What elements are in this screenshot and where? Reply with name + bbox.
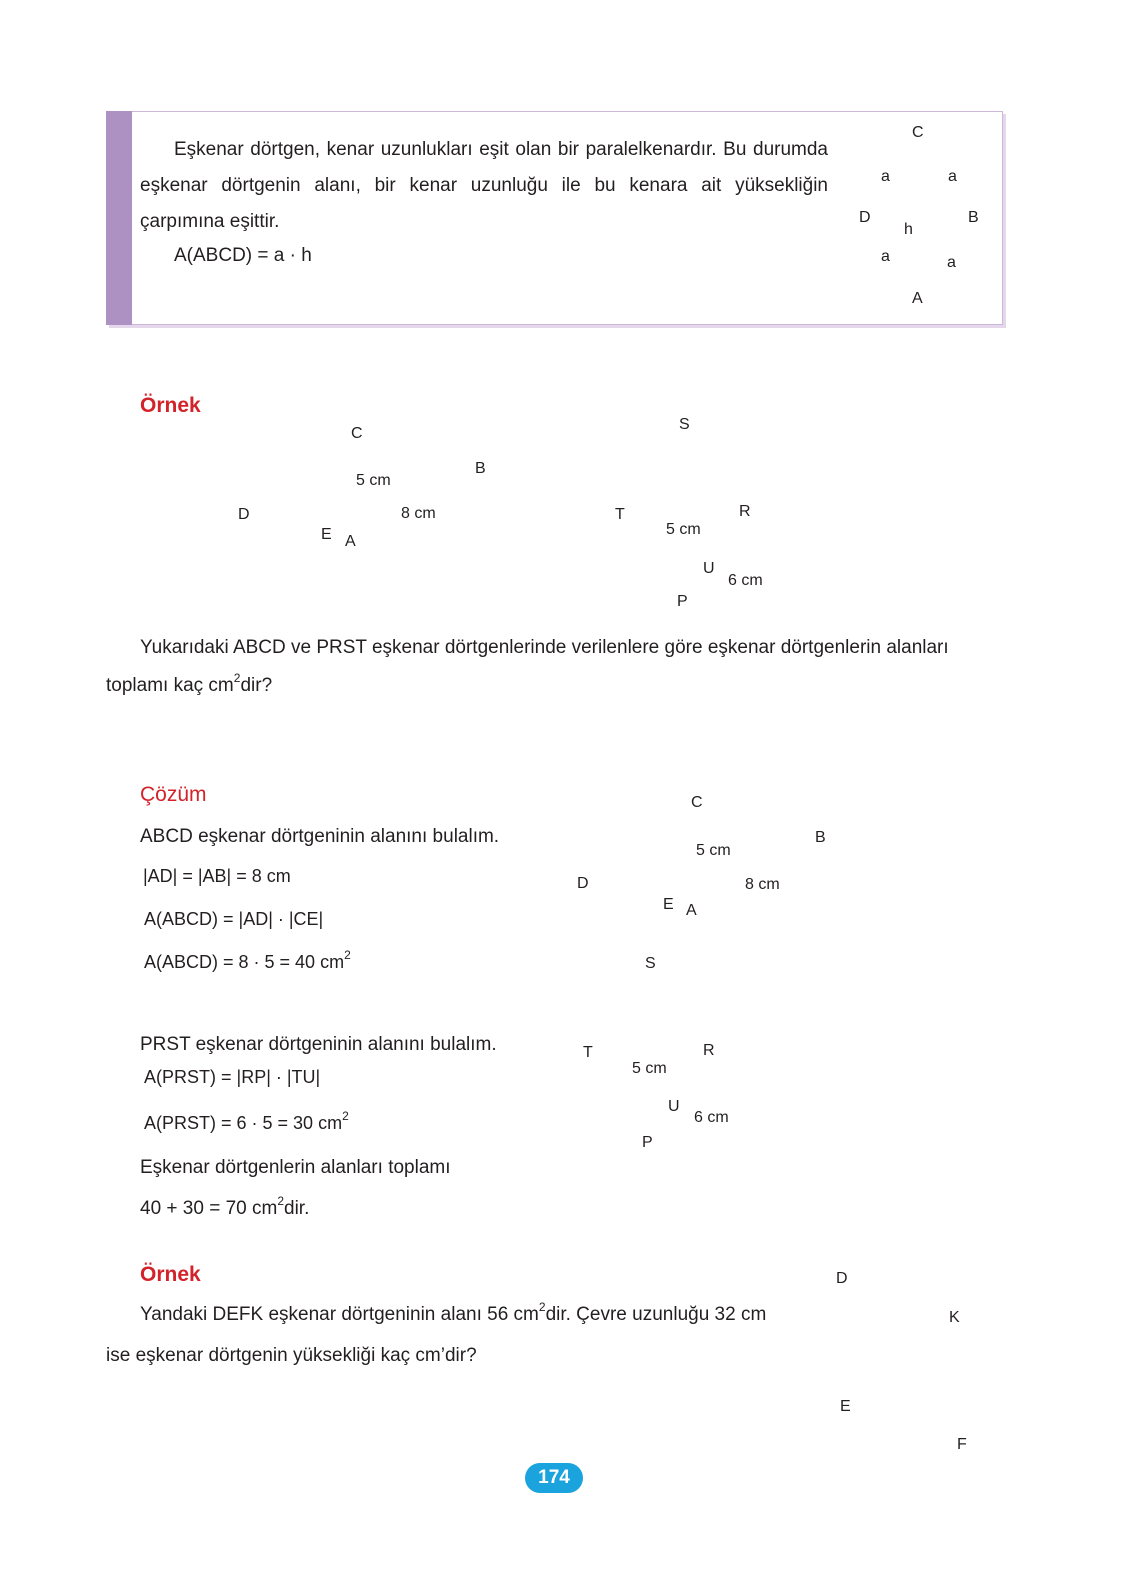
ex2-label-d: D — [836, 1270, 848, 1287]
example1-heading: Örnek — [140, 394, 201, 417]
solution-eq-area-abcd: A(ABCD) = 8 · 5 = 40 $cm^2$ — [144, 948, 351, 972]
ex1-label-r: R — [739, 503, 751, 520]
example2-heading: Örnek — [140, 1263, 201, 1286]
ex1-label-a: A — [345, 533, 356, 550]
definition-text: Eşkenar dörtgen, kenar uzunlukları eşit olan bir paralelkenardır. Bu durumda eşkenar dörtgenin alanı, bir kenar uzunluğu ile bu kenara ait yüksekliğin çarpımına eşittir. — [140, 139, 828, 232]
page-number-badge: 174 — [525, 1463, 583, 1493]
solution-prst-intro: PRST eşkenar dörtgeninin alanını bulalım. — [140, 1034, 497, 1055]
area-formula: A(ABCD) = a · h — [174, 245, 312, 266]
ex1-label-d: D — [238, 506, 250, 523]
def-label-a-upper-left: a — [881, 168, 890, 185]
def-label-b: B — [968, 209, 979, 226]
solution-eq-area-prst: A(PRST) = 6 · 5 = 30 $cm^2$ — [144, 1109, 349, 1133]
solution-eq-area-formula-abcd: A(ABCD) = |AD| · |CE| — [144, 909, 324, 929]
ex1-label-t: T — [615, 506, 625, 523]
solution-abcd-intro: ABCD eşkenar dörtgeninin alanını bulalım. — [140, 826, 500, 847]
solution-heading: Çözüm — [140, 783, 207, 806]
solution-eq-area-formula-prst: A(PRST) = |RP| · |TU| — [144, 1067, 321, 1087]
example1-question-data — [0, 0, 1, 1]
sol-label-u: U — [668, 1098, 680, 1115]
ex2-label-k: K — [949, 1309, 960, 1326]
sol-label-p: P — [642, 1134, 653, 1151]
example2-question-line2: ise eşkenar dörtgenin yüksekliği kaç cm’dir? — [106, 1345, 477, 1366]
ex1-label-height: 5 cm — [356, 472, 391, 489]
ex1-label-side: 8 cm — [401, 505, 436, 522]
sol-label-side: 8 cm — [745, 876, 780, 893]
example2-question-line1: Yandaki DEFK eşkenar dörtgeninin alanı 56 $cm^2dir$. Çevre uzunluğu 32 cm — [140, 1300, 767, 1325]
ex1-label-prst-height: 5 cm — [666, 521, 701, 538]
def-label-a-upper-right: a — [948, 168, 957, 185]
def-label-a-vertex: A — [912, 290, 923, 307]
sol-label-b: B — [815, 829, 826, 846]
ex1-label-prst-side: 6 cm — [728, 572, 763, 589]
ex1-label-b: B — [475, 460, 486, 477]
ex1-label-s: S — [679, 416, 690, 433]
sol-label-a: A — [686, 902, 697, 919]
def-label-a-lower-right: a — [947, 254, 956, 271]
ex1-label-e: E — [321, 526, 332, 543]
def-label-h: h — [904, 221, 913, 238]
sol-label-height: 5 cm — [696, 842, 731, 859]
sol-label-prst-height: 5 cm — [632, 1060, 667, 1077]
example1-question-line1: Yukarıdaki ABCD ve PRST eşkenar dörtgenlerinde verilenlere göre eşkenar dörtgenlerin alanları — [140, 637, 949, 658]
def-label-d: D — [859, 209, 871, 226]
definition-box-accent-bar — [106, 111, 132, 325]
sol-label-t: T — [583, 1044, 593, 1061]
sol-label-s: S — [645, 955, 656, 972]
def-label-a-lower-left: a — [881, 248, 890, 265]
sol-label-c: C — [691, 794, 703, 811]
ex2-label-f: F — [957, 1436, 967, 1453]
solution-total-equation: 40 + 30 = 70 $cm^2dir$. — [140, 1194, 310, 1219]
solution-eq-ad-ab: |AD| = |AB| = 8 cm — [143, 866, 291, 886]
sol-label-r: R — [703, 1042, 715, 1059]
sol-label-d: D — [577, 875, 589, 892]
example1-question-line2: toplamı kaç $cm^2dir$? — [106, 671, 273, 696]
def-label-c: C — [912, 124, 924, 141]
ex2-label-e: E — [840, 1398, 851, 1415]
sol-label-prst-side: 6 cm — [694, 1109, 729, 1126]
ex1-label-c: C — [351, 425, 363, 442]
sol-label-e: E — [663, 896, 674, 913]
solution-total-label: Eşkenar dörtgenlerin alanları toplamı — [140, 1157, 451, 1178]
ex1-label-p: P — [677, 593, 688, 610]
ex1-label-u: U — [703, 560, 715, 577]
